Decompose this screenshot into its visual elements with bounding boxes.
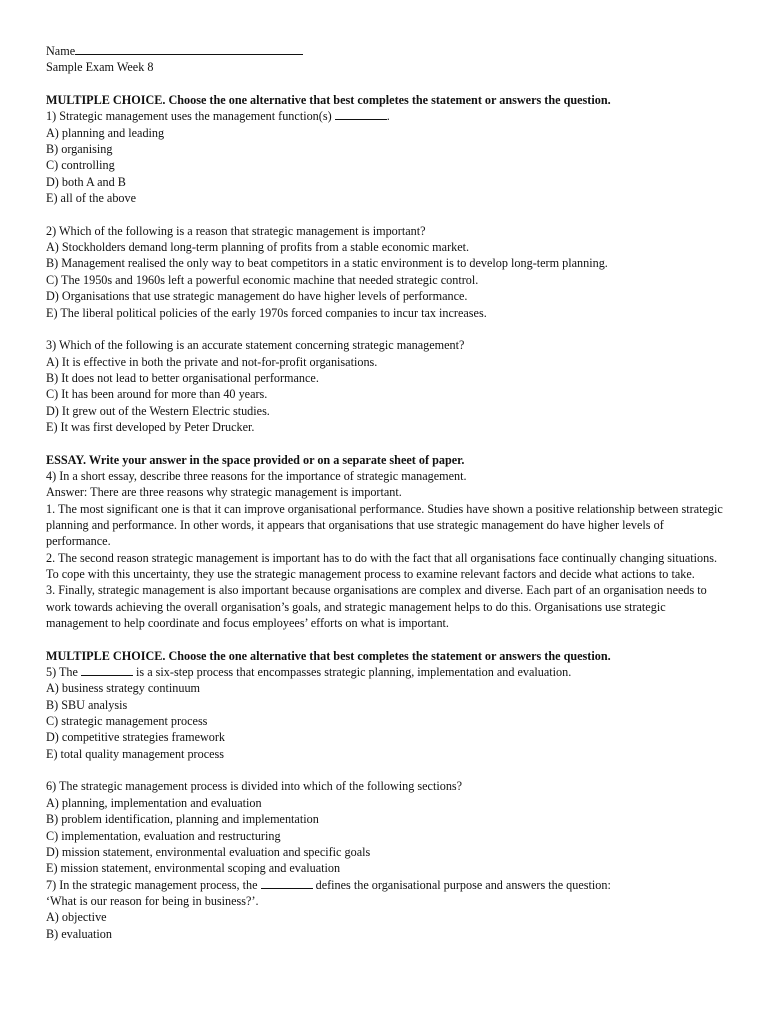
- question-6-option: A) planning, implementation and evaluation: [46, 795, 262, 810]
- question-3-option: B) It does not lead to better organisational performance.: [46, 370, 319, 385]
- answer-blank: [261, 877, 313, 889]
- question-2-option: C) The 1950s and 1960s left a powerful economic machine that needed strategic control.: [46, 272, 479, 287]
- question-1-option: D) both A and B: [46, 174, 126, 189]
- question-3-option: E) It was first developed by Peter Drucker.: [46, 419, 255, 434]
- question-7-option: A) objective: [46, 910, 107, 925]
- question-1-option: E) all of the above: [46, 191, 137, 206]
- question-2-option: B) Management realised the only way to beat competitors in a static environment is to develop long-term planning.: [46, 256, 608, 271]
- question-3-option: A) It is effective in both the private and not-for-profit organisations.: [46, 354, 378, 369]
- question-7-stem: 7) In the strategic management process, the defines the organisational purpose and answers the question:: [46, 877, 611, 892]
- name-label: Name: [46, 44, 76, 58]
- question-5-option: A) business strategy continuum: [46, 681, 201, 696]
- question-6-option: D) mission statement, environmental evaluation and specific goals: [46, 844, 371, 859]
- answer-point: 2. The second reason strategic management is important has to do with the fact that all organisations face continually changing situations. To cope with this uncertainty, they use the strategic management process to examine relevant factors and decide what actions to take.: [46, 550, 718, 581]
- question-6-option: C) implementation, evaluation and restructuring: [46, 828, 281, 843]
- question-2-stem: 2) Which of the following is a reason that strategic management is important?: [46, 223, 426, 238]
- answer-point: 3. Finally, strategic management is also important because organisations are complex and diverse. Each part of an organisation needs to work towards achieving the overall organisation’s goals, and strategic management helps to do this. Organisations use strategic management to help coordinate and focus employees’ efforts on what is important.: [46, 583, 707, 631]
- answer-blank: [81, 664, 133, 676]
- question-2-option: D) Organisations that use strategic management do have higher levels of performance.: [46, 289, 468, 304]
- question-4-stem: 4) In a short essay, describe three reasons for the importance of strategic management.: [46, 468, 467, 483]
- question-3-option: C) It has been around for more than 40 years.: [46, 387, 268, 402]
- question-2-option: E) The liberal political policies of the early 1970s forced companies to incur tax increases.: [46, 305, 487, 320]
- exam-title: Sample Exam Week 8: [46, 60, 154, 75]
- question-2-option: A) Stockholders demand long-term planning of profits from a stable economic market.: [46, 240, 470, 255]
- question-5-stem: 5) The is a six-step process that encompasses strategic planning, implementation and evaluation.: [46, 665, 572, 680]
- name-blank: [75, 43, 303, 55]
- question-3-option: D) It grew out of the Western Electric studies.: [46, 403, 270, 418]
- section-heading-essay: ESSAY. Write your answer in the space provided or on a separate sheet of paper.: [46, 452, 465, 467]
- question-5-option: C) strategic management process: [46, 714, 208, 729]
- section-heading-multiple-choice: MULTIPLE CHOICE. Choose the one alternative that best completes the statement or answers the question.: [46, 648, 611, 663]
- name-line: [46, 43, 726, 59]
- question-7-option: B) evaluation: [46, 926, 112, 941]
- section-heading-multiple-choice: MULTIPLE CHOICE. Choose the one alternative that best completes the statement or answers the question.: [46, 93, 611, 108]
- question-5-option: B) SBU analysis: [46, 697, 128, 712]
- question-1-option: C) controlling: [46, 158, 115, 173]
- answer-blank: [335, 108, 387, 120]
- question-5-option: D) competitive strategies framework: [46, 730, 226, 745]
- question-6-option: B) problem identification, planning and implementation: [46, 812, 319, 827]
- question-1-option: B) organising: [46, 142, 113, 157]
- question-3-stem: 3) Which of the following is an accurate statement concerning strategic management?: [46, 338, 465, 353]
- exam-page: [46, 43, 726, 942]
- question-5-option: E) total quality management process: [46, 746, 225, 761]
- question-1-option: A) planning and leading: [46, 125, 165, 140]
- question-1-stem: 1) Strategic management uses the management function(s) .: [46, 109, 390, 124]
- answer-intro: Answer: There are three reasons why strategic management is important.: [46, 485, 402, 500]
- question-6-option: E) mission statement, environmental scoping and evaluation: [46, 861, 341, 876]
- question-6-stem: 6) The strategic management process is divided into which of the following sections?: [46, 779, 463, 794]
- answer-point: 1. The most significant one is that it can improve organisational performance. Studies have shown a positive relationship between strategic planning and performance. In other words, it appears that organisations that use strategic management do have higher levels of performance.: [46, 501, 723, 549]
- question-7-stem-line-2: ‘What is our reason for being in business?’.: [46, 893, 259, 908]
